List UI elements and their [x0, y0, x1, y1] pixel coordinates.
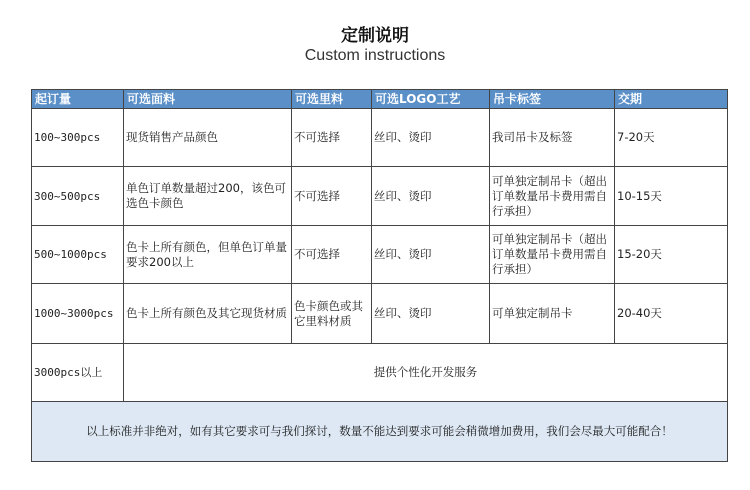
column-header-moq: 起订量 [32, 90, 124, 109]
cell-logo: 丝印、烫印 [372, 109, 490, 167]
table-row [32, 109, 728, 167]
cell-lining: 不可选择 [292, 226, 372, 284]
cell-tag: 可单独定制吊卡 [490, 284, 615, 344]
cell-fabric: 现货销售产品颜色 [124, 109, 292, 167]
cell-custom-service: 提供个性化开发服务 [124, 344, 728, 402]
table-note: 以上标准并非绝对，如有其它要求可与我们探讨，数量不能达到要求可能会稍微增加费用，我们会尽最大可能配合！ [32, 402, 728, 462]
cell-delivery: 20-40天 [615, 284, 728, 344]
custom-instructions-table [31, 89, 728, 462]
cell-moq: 3000pcs以上 [32, 344, 124, 402]
table-row [32, 167, 728, 226]
cell-logo: 丝印、烫印 [372, 226, 490, 284]
cell-logo: 丝印、烫印 [372, 167, 490, 226]
cell-lining: 不可选择 [292, 109, 372, 167]
cell-moq: 100~300pcs [32, 109, 124, 167]
table-row [32, 284, 728, 344]
cell-fabric: 单色订单数量超过200，该色可选色卡颜色 [124, 167, 292, 226]
page-title: 定制说明 [341, 26, 409, 46]
cell-tag: 可单独定制吊卡（超出订单数量吊卡费用需自行承担） [490, 226, 615, 284]
cell-delivery: 10-15天 [615, 167, 728, 226]
column-header-fabric: 可选面料 [124, 90, 292, 109]
cell-logo: 丝印、烫印 [372, 284, 490, 344]
column-header-tag: 吊卡标签 [490, 90, 615, 109]
column-header-logo: 可选LOGO工艺 [372, 90, 490, 109]
page-subtitle: Custom instructions [304, 47, 446, 64]
cell-tag: 我司吊卡及标签 [490, 109, 615, 167]
cell-lining: 不可选择 [292, 167, 372, 226]
cell-tag: 可单独定制吊卡（超出订单数量吊卡费用需自行承担） [490, 167, 615, 226]
cell-lining: 色卡颜色或其它里料材质 [292, 284, 372, 344]
table-row [32, 226, 728, 284]
cell-fabric: 色卡上所有颜色及其它现货材质 [124, 284, 292, 344]
column-header-lining: 可选里料 [292, 90, 372, 109]
table-note-row [32, 402, 728, 462]
table-row [32, 344, 728, 402]
cell-moq: 300~500pcs [32, 167, 124, 226]
cell-moq: 500~1000pcs [32, 226, 124, 284]
cell-fabric: 色卡上所有颜色，但单色订单量要求200以上 [124, 226, 292, 284]
cell-delivery: 7-20天 [615, 109, 728, 167]
table-header-row [32, 90, 728, 109]
column-header-delivery: 交期 [615, 90, 728, 109]
cell-moq: 1000~3000pcs [32, 284, 124, 344]
cell-delivery: 15-20天 [615, 226, 728, 284]
